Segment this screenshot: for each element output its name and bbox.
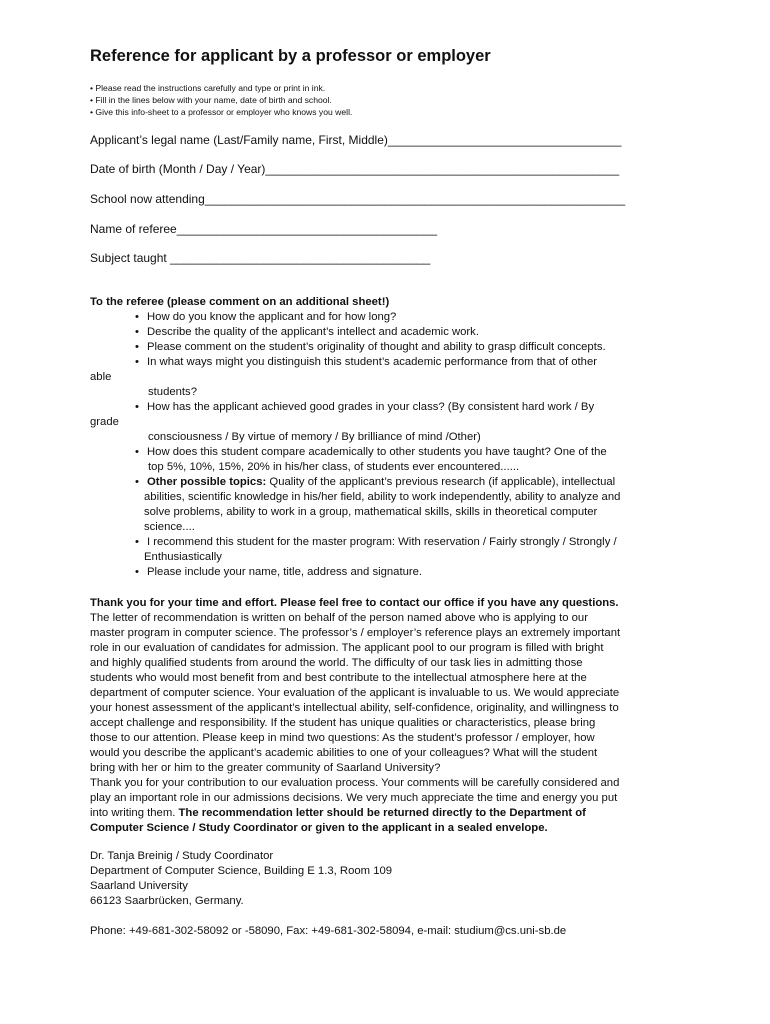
question-item-cont: consciousness / By virtue of memory / By brilliance of mind /Other) [148,431,481,443]
letter-line: into writing them. [90,807,179,819]
letter-line: master program in computer science. The professor’s / employer’s reference plays an extremely important [90,627,621,639]
referee-questions [90,295,690,580]
contact-block [90,849,690,939]
bullet-icon: • [135,401,139,413]
letter-line: those to our attention. Please keep in mind two questions: As the student’s professor / employer, how [90,732,595,744]
bullet-icon: • [135,326,139,338]
letter-line: students who would most benefit from and best contribute to the intellectual atmosphere here at the [90,672,587,684]
letter-line: bring with her or him to the greater community of Saarland University? [90,762,441,774]
bullet-icon: • [135,341,139,353]
bullet-icon: • [135,566,139,578]
bullet-icon: • [135,311,139,323]
bullet-icon: • [135,476,139,488]
letter-line: accept challenge and responsibility. If the student has unique qualities or characteristics, please bring [90,717,596,729]
letter-line: would you describe the applicant’s academic abilities to one of your colleagues? What will the student [90,747,598,759]
letter-body [90,596,690,836]
letter-line: and highly qualified students from around the world. The difficulty of our task lies in admitting those [90,657,583,669]
question-item-cont: solve problems, ability to work in a group, mathematical skills, skills in theoretical computer [144,506,598,518]
subject-taught-field[interactable]: Subject taught _______________________________________ [90,251,431,265]
letter-line: play an important role in our admissions decisions. We very much appreciate the time and energy you put [90,792,618,804]
question-item-wrap: able [90,371,112,383]
contact-city: 66123 Saarbrücken, Germany. [90,895,244,907]
contact-name: Dr. Tanja Breinig / Study Coordinator [90,850,274,862]
question-item: Describe the quality of the applicant’s intellect and academic work. [147,326,479,338]
referee-heading: To the referee (please comment on an additional sheet!) [90,296,390,308]
instruction-item: • Please read the instructions carefully and type or print in ink. [90,83,326,93]
letter-line: your honest assessment of the applicant’s intellectual ability, self-confidence, originality, and willingness to [90,702,619,714]
letter-line: role in our evaluation of candidates for admission. The applicant pool to our program is filled with bright [90,642,604,654]
school-field[interactable]: School now attending_______________________________________________________________ [90,192,626,206]
bullet-icon: • [135,446,139,458]
contact-department: Department of Computer Science, Building E 1.3, Room 109 [90,865,393,877]
question-item-cont: abilities, scientific knowledge in his/her field, ability to work independently, ability to analyze and [144,491,621,503]
question-item: How do you know the applicant and for how long? [147,311,397,323]
return-instruction-cont: Computer Science / Study Coordinator or given to the applicant in a sealed envelope. [90,822,548,834]
legal-name-field[interactable]: Applicant’s legal name (Last/Family name, First, Middle)___________________________________ [90,133,622,147]
question-item: Please comment on the student’s originality of thought and ability to grasp difficult concepts. [147,341,606,353]
referee-name-field[interactable]: Name of referee_______________________________________ [90,222,437,236]
question-topics-label: Other possible topics: [147,476,267,488]
question-item-cont: top 5%, 10%, 15%, 20% in his/her class, of students ever encountered...... [148,461,520,473]
question-item: Quality of the applicant’s previous research (if applicable), intellectual [266,476,616,488]
question-item: How has the applicant achieved good grades in your class? (By consistent hard work / By [147,401,595,413]
contact-university: Saarland University [90,880,188,892]
letter-line: Thank you for your contribution to our evaluation process. Your comments will be carefully considered and [90,777,620,789]
question-item-cont: Enthusiastically [144,551,222,563]
thanks-heading: Thank you for your time and effort. Please feel free to contact our office if you have any questions. [90,597,619,609]
page-title: Reference for applicant by a professor or employer [90,47,491,65]
letter-line: department of computer science. Your evaluation of the applicant is invaluable to us. We would appreciate [90,687,620,699]
return-instruction: The recommendation letter should be returned directly to the Department of [178,807,586,819]
question-item-cont: students? [148,386,197,398]
instruction-item: • Give this info-sheet to a professor or employer who knows you well. [90,107,353,117]
date-of-birth-field[interactable]: Date of birth (Month / Day / Year)_____________________________________________________ [90,162,620,176]
instruction-item: • Fill in the lines below with your name, date of birth and school. [90,95,332,105]
letter-line: The letter of recommendation is written on behalf of the person named above who is applying to our [90,612,588,624]
contact-phone: Phone: +49-681-302-58092 or -58090, Fax: +49-681-302-58094, e-mail: studium@cs.uni-sb.de [90,925,567,937]
bullet-icon: • [135,536,139,548]
question-item: I recommend this student for the master program: With reservation / Fairly strongly / Strongly / [147,536,617,548]
question-item: Please include your name, title, address and signature. [147,566,423,578]
question-item: In what ways might you distinguish this student’s academic performance from that of other [147,356,598,368]
question-item-cont: science.... [144,521,195,533]
instructions-list [90,82,352,118]
question-item: How does this student compare academically to other students you have taught? One of the [147,446,607,458]
bullet-icon: • [135,356,139,368]
question-item-wrap: grade [90,416,119,428]
